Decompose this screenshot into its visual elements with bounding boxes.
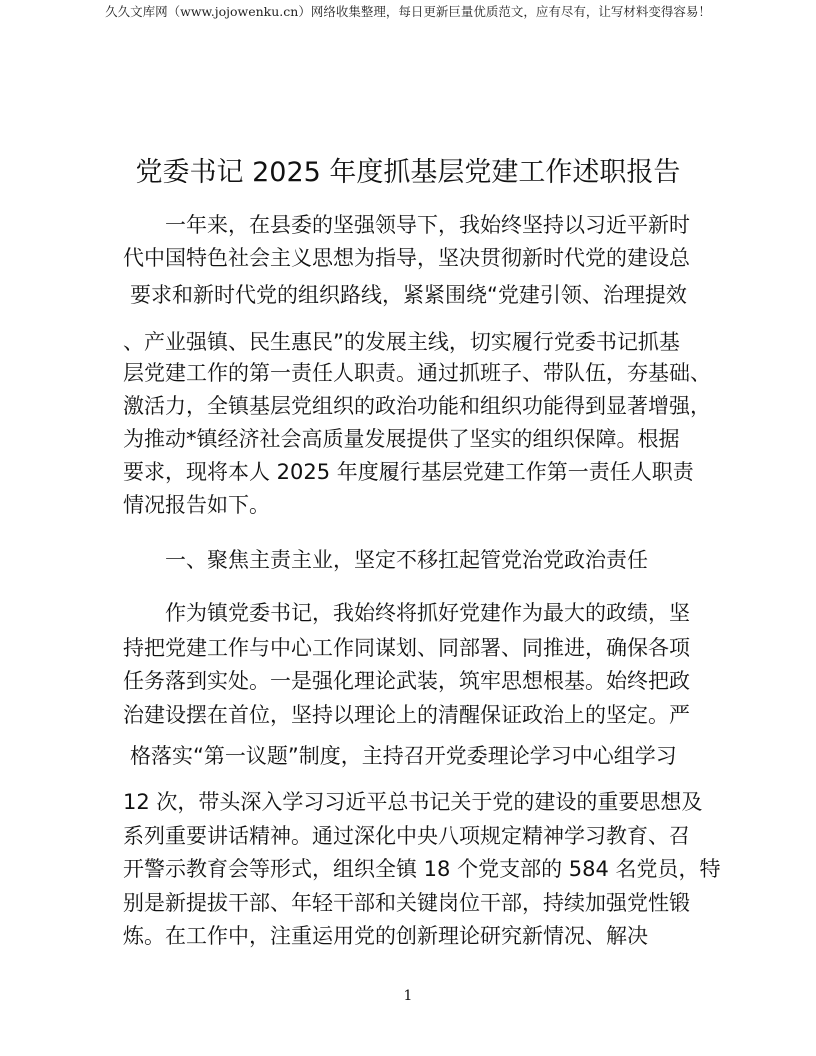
paragraph-line: 要求和新时代党的组织路线，紧紧围绕“党建引领、治理提效 — [130, 283, 687, 307]
paragraph-line: 治建设摆在首位，坚持以理论上的清醒保证政治上的坚定。严 — [123, 703, 690, 727]
paragraph-line: 层党建工作的第一责任人职责。通过抓班子、带队伍，夯基础、 — [123, 361, 711, 385]
paragraph-line: 、产业强镇、民生惠民”的发展主线，切实履行党委书记抓基 — [123, 330, 680, 354]
header-notice: 久久文库网（www.jojowenku.cn）网络收集整理，每日更新巨量优质范文，应有尽有，让写材料变得容易！ — [105, 4, 711, 19]
paragraph-line: 为推动*镇经济社会高质量发展提供了坚实的组织保障。根据 — [123, 427, 680, 451]
paragraph-line: 持把党建工作与中心工作同谋划、同部署、同推进，确保各项 — [123, 636, 690, 660]
paragraph-line: 格落实“第一议题”制度，主持召开党委理论学习中心组学习 — [130, 744, 677, 768]
paragraph-line: 12 次，带头深入学习习近平总书记关于党的建设的重要思想及 — [123, 790, 703, 814]
paragraph-line: 开警示教育会等形式，组织全镇 18 个党支部的 584 名党员，特 — [123, 857, 721, 881]
paragraph-line: 炼。在工作中，注重运用党的创新理论研究新情况、解决 — [123, 924, 648, 948]
paragraph-line: 代中国特色社会主义思想为指导，坚决贯彻新时代党的建设总 — [123, 246, 690, 270]
paragraph-line: 激活力，全镇基层党组织的政治功能和组织功能得到显著增强， — [123, 394, 711, 418]
paragraph-line: 别是新提拔干部、年轻干部和关键岗位干部，持续加强党性锻 — [123, 891, 690, 915]
paragraph-line: 要求，现将本人 2025 年度履行基层党建工作第一责任人职责 — [123, 460, 694, 484]
paragraph-line: 任务落到实处。一是强化理论武装，筑牢思想根基。始终把政 — [123, 669, 690, 693]
page-number: 1 — [403, 988, 413, 1004]
paragraph-line: 系列重要讲话精神。通过深化中央八项规定精神学习教育、召 — [123, 824, 690, 848]
section-heading: 一、聚焦主责主业，坚定不移扛起管党治党政治责任 — [165, 548, 648, 572]
paragraph-line: 一年来，在县委的坚强领导下，我始终坚持以习近平新时 — [165, 213, 690, 237]
paragraph-line: 作为镇党委书记，我始终将抓好党建作为最大的政绩，坚 — [165, 601, 690, 625]
document-title: 党委书记 2025 年度抓基层党建工作述职报告 — [135, 157, 681, 188]
paragraph-line: 情况报告如下。 — [123, 493, 270, 517]
